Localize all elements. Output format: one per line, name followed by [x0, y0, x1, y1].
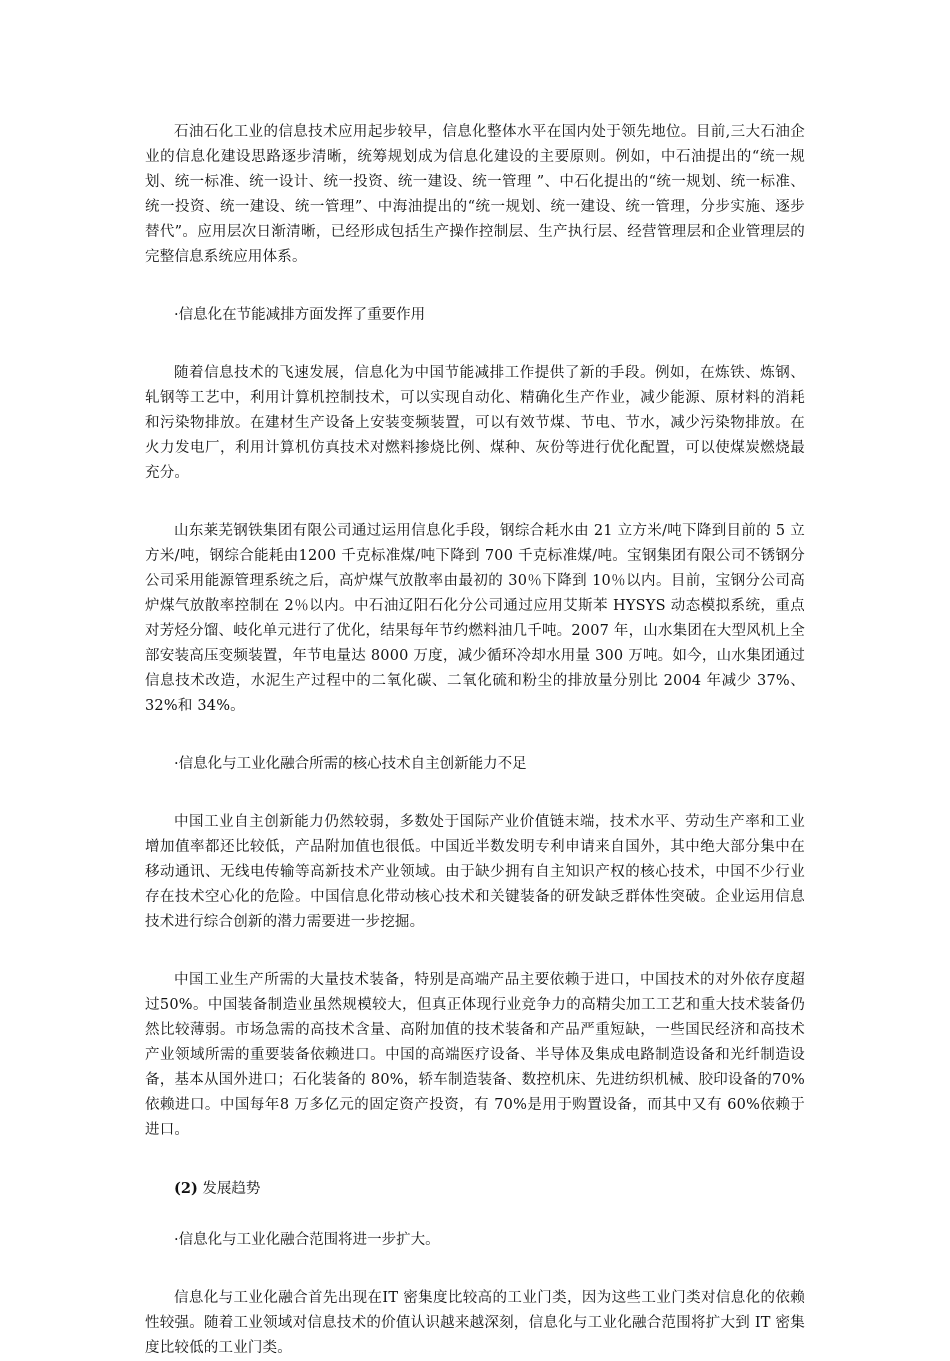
paragraph-innovation: 中国工业自主创新能力仍然较弱，多数处于国际产业价值链末端，技术水平、劳动生产率和工业增加值率都还比较低，产品附加值也很低。中国近半数发明专利申请来自国外，其中绝大部分集中在移动通讯、无线电传输等高新技术产业领域。由于缺少拥有自主知识产权的核心技术，中国不少行业存在技术空心化的危险。中国信息化带动核心技术和关键装备的研发缺乏群体性突破。企业运用信息技术进行综合创新的潜力需要进一步挖掘。	[145, 814, 805, 930]
section-title: 发展趋势	[202, 1181, 261, 1197]
paragraph-case-studies: 山东莱芜钢铁集团有限公司通过运用信息化手段，钢综合耗水由 21 立方米/吨下降到目前的 5 立方米/吨，钢综合能耗由1200 千克标准煤/吨下降到 700 千克标准煤/吨。宝钢集团有限公司不锈钢分公司采用能源管理系统之后，高炉煤气放散率由最初的 30％下降到 10％以内。目前，宝钢分公司高炉煤气放散率控制在 2％以内。中石油辽阳石化分公司通过应用艾斯苯 HYSYS 动态模拟系统，重点对芳烃分馏、岐化单元进行了优化，结果每年节约燃料油几千吨。2007 年，山水集团在大型风机上全部安装高压变频装置，年节电量达 8000 万度，减少循环冷却水用量 300 万吨。如今，山水集团通过信息技术改造，水泥生产过程中的二氧化碳、二氧化硫和粉尘的排放量分别比 2004 年减少 37%、32%和 34%。	[145, 523, 805, 714]
bullet-innovation: ·信息化与工业化融合所需的核心技术自主创新能力不足	[174, 756, 527, 772]
paragraph-scope: 信息化与工业化融合首先出现在IT 密集度比较高的工业门类，因为这些工业门类对信息化的依赖性较强。随着工业领域对信息技术的价值认识越来越深刻，信息化与工业化融合范围将扩大到 IT 密集度比较低的工业门类。	[145, 1290, 805, 1356]
paragraph-energy-saving: 随着信息技术的飞速发展，信息化为中国节能减排工作提供了新的手段。例如，在炼铁、炼钢、轧钢等工艺中，利用计算机控制技术，可以实现自动化、精确化生产作业，减少能源、原材料的消耗和污染物排放。在建材生产设备上安装变频装置，可以有效节煤、节电、节水，减少污染物排放。在火力发电厂，利用计算机仿真技术对燃料掺烧比例、煤种、灰份等进行优化配置，可以使煤炭燃烧最充分。	[145, 365, 805, 481]
section-number: (2)	[174, 1180, 198, 1197]
paragraph-petrochemical: 石油石化工业的信息技术应用起步较早，信息化整体水平在国内处于领先地位。目前,三大石油企业的信息化建设思路逐步清晰，统筹规划成为信息化建设的主要原则。例如，中石油提出的“统一规划、统一标准、统一设计、统一投资、统一建设、统一管理 ”、中石化提出的“统一规划、统一标准、统一投资、统一建设、统一管理”、中海油提出的“统一规划、统一建设、统一管理，分步实施、逐步替代”。应用层次日渐清晰，已经形成包括生产操作控制层、生产执行层、经营管理层和企业管理层的完整信息系统应用体系。	[145, 124, 805, 265]
bullet-scope: ·信息化与工业化融合范围将进一步扩大。	[174, 1232, 440, 1248]
paragraph-equipment-import: 中国工业生产所需的大量技术装备，特别是高端产品主要依赖于进口，中国技术的对外依存度超过50%。中国装备制造业虽然规模较大，但真正体现行业竞争力的高精尖加工工艺和重大技术装备仍然比较薄弱。市场急需的高技术含量、高附加值的技术装备和产品严重短缺，一些国民经济和高技术产业领域所需的重要装备依赖进口。中国的高端医疗设备、半导体及集成电路制造设备和光纤制造设备，基本从国外进口；石化装备的 80%，轿车制造装备、数控机床、先进纺织机械、胶印设备的70%依赖进口。中国每年8 万多亿元的固定资产投资，有 70%是用于购置设备，而其中又有 60%依赖于进口。	[145, 972, 805, 1138]
bullet-energy-saving: ·信息化在节能减排方面发挥了重要作用	[174, 307, 426, 323]
document-page	[145, 120, 805, 1361]
section-heading	[145, 1176, 805, 1202]
